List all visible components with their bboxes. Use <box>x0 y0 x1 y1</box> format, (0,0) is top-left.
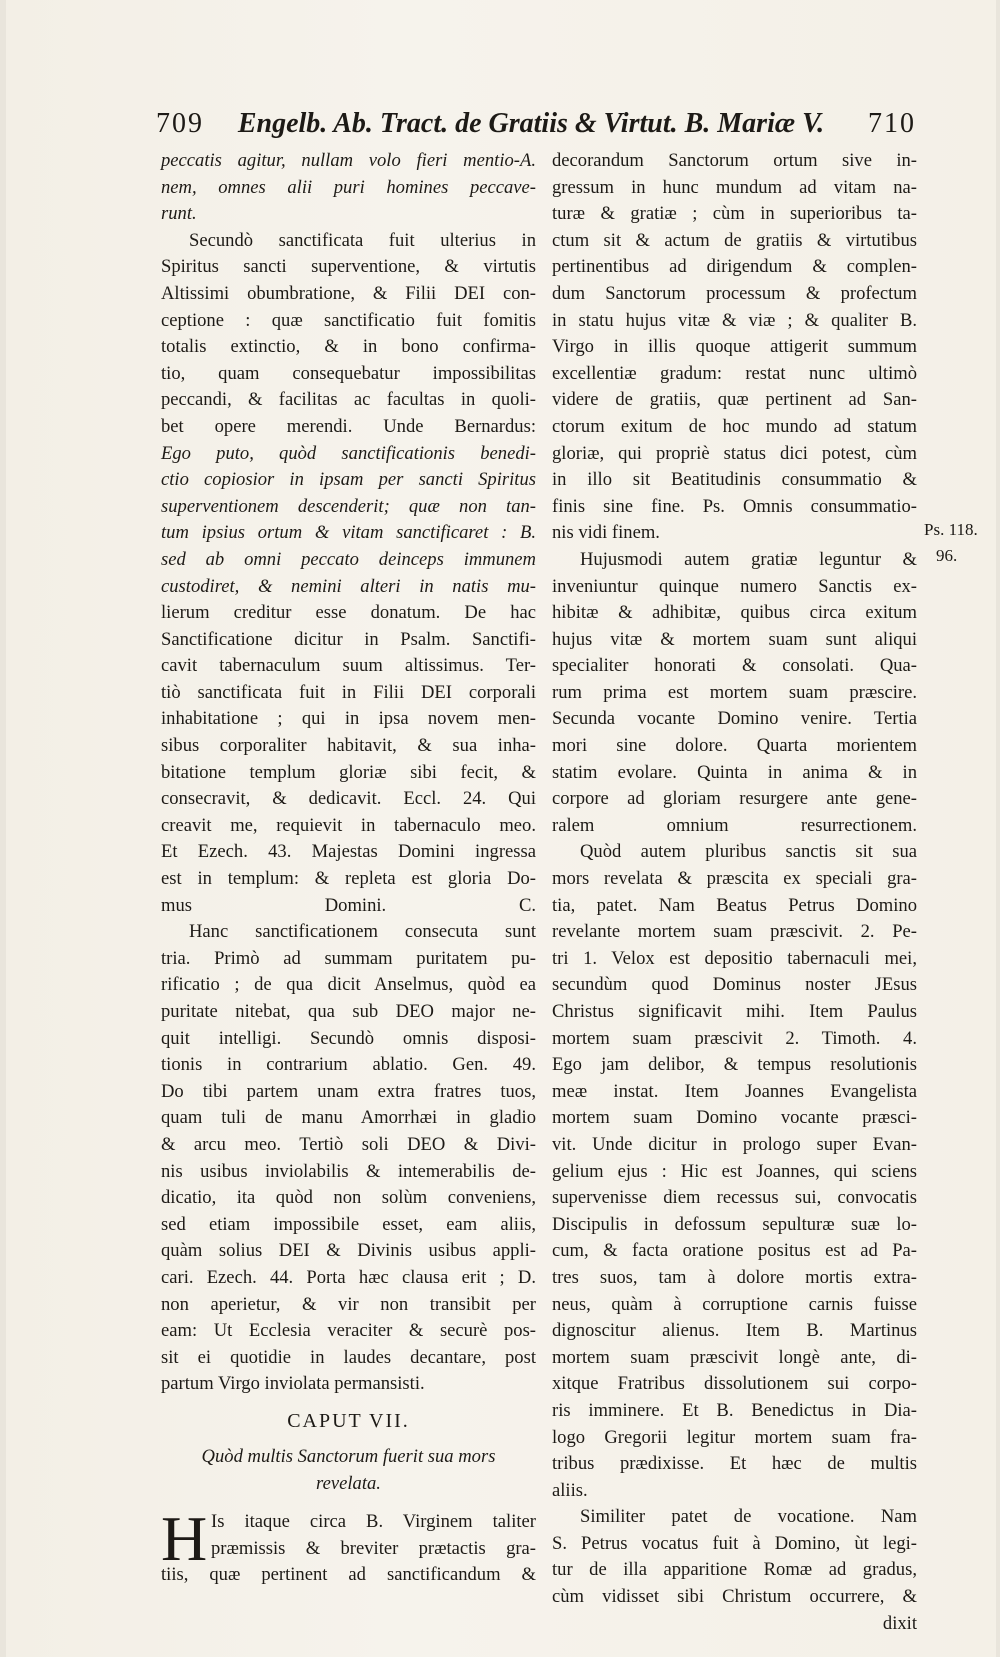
text-line: creavit me, requievit in tabernaculo meo. <box>161 814 536 836</box>
text-line: cum, & facta oratione positus est ad Pa- <box>552 1240 917 1262</box>
chapter-subheading-line-2: revelata. <box>316 1472 381 1494</box>
text-line: rum prima est mortem suam præscire. <box>552 681 917 703</box>
text-line: nis vidi finem. <box>552 522 660 544</box>
text-line: Quòd autem pluribus sanctis sit sua <box>580 841 917 863</box>
text-line: bet opere merendi. Unde Bernardus: <box>161 415 536 437</box>
text-line: ctio copiosior in ipsam per sancti Spiritus <box>161 469 536 491</box>
text-line: cùm vidisset sibi Christum occurrere, & <box>552 1586 917 1608</box>
chapter-subheading-line-1: Quòd multis Sanctorum fuerit sua mors <box>201 1445 496 1467</box>
text-line: tionis in contrarium ablatio. Gen. 49. <box>161 1054 536 1076</box>
text-line: dixit <box>882 1612 917 1634</box>
text-line: secundùm quod Dominus noster JEsus <box>552 974 917 996</box>
text-line: inveniuntur quinque numero Sanctis ex- <box>552 575 917 597</box>
text-line: ceptione : quæ sanctificatio fuit fomitis <box>161 309 536 331</box>
text-line: inhabitatione ; qui in ipsa novem men- <box>161 708 536 730</box>
text-line: aliis. <box>552 1479 588 1501</box>
text-line: dignoscitur alienus. Item B. Martinus <box>552 1320 917 1342</box>
text-line: ctorum exitum de hoc mundo ad statum <box>552 415 917 437</box>
text-line: Virgo in illis quoque attigerit summum <box>552 336 917 358</box>
text-line: decorandum Sanctorum ortum sive in- <box>552 150 917 171</box>
text-line: quàm solius DEI & Divinis usibus appli- <box>161 1240 536 1262</box>
text-line: dum Sanctorum processum & profectum <box>552 282 917 304</box>
text-line: sed etiam impossibile esset, eam aliis, <box>161 1213 536 1235</box>
text-line: revelante mortem suam præscivit. 2. Pe- <box>552 921 917 943</box>
page-number-left: 709 <box>156 108 204 139</box>
text-line: quit intelligi. Secundò omnis disposi- <box>161 1027 536 1049</box>
text-line: mors revelata & præscita ex speciali gra- <box>552 868 917 890</box>
chapter-opening <box>161 1503 536 1589</box>
text-line: in illo sit Beatitudinis consummatio & <box>552 469 917 491</box>
text-line: cari. Ezech. 44. Porta hæc clausa erit ; D. <box>161 1266 536 1288</box>
opening-line: tiis, quæ pertinent ad sanctificandum & <box>161 1564 536 1586</box>
text-line: rificatio ; de qua dicit Anselmus, quòd ea <box>161 974 536 996</box>
text-line: mori sine dolore. Quarta morientem <box>552 735 917 757</box>
text-line: videre de gratiis, quæ pertinent ad San- <box>552 389 917 411</box>
text-line: Christus significavit mihi. Item Paulus <box>552 1001 917 1022</box>
text-line: nem, omnes alii puri homines peccave- <box>161 176 536 198</box>
text-line: gressum in hunc mundum ad vitam na- <box>552 176 917 198</box>
text-line: cavit tabernaculum suum altissimus. Ter- <box>161 655 536 677</box>
text-line: consecravit, & dedicavit. Eccl. 24. Qui <box>161 788 536 810</box>
text-line: tribus prædixisse. Et hæc de multis <box>552 1453 917 1475</box>
text-line: hibitæ & adhibitæ, quibus circa exitum <box>552 602 917 624</box>
text-line: in statu hujus vitæ & viæ ; & qualiter B. <box>552 309 917 331</box>
text-line: superventionem descenderit; quæ non tan- <box>161 495 536 517</box>
text-line: finis sine fine. Ps. Omnis consummatio- <box>552 495 917 517</box>
text-line: ralem omnium resurrectionem. <box>552 814 917 836</box>
opening-line: præmissis & breviter prætactis gra- <box>211 1537 536 1559</box>
page-number-right: 710 <box>868 108 916 139</box>
text-line: mortem suam præscivit 2. Timoth. 4. <box>552 1027 917 1049</box>
text-line: ris imminere. Et B. Benedictus in Dia- <box>552 1399 917 1421</box>
text-line: Secundò sanctificata fuit ulterius in <box>189 229 536 251</box>
text-line: partum Virgo inviolata permansisti. <box>161 1373 425 1395</box>
text-line: tia, patet. Nam Beatus Petrus Domino <box>552 894 917 916</box>
text-line: mortem suam præscivit longè ante, di- <box>552 1346 917 1368</box>
text-line: meæ instat. Item Joannes Evangelista <box>552 1080 917 1102</box>
text-line: nis usibus inviolabilis & intemerabilis de- <box>161 1160 536 1182</box>
text-line: logo Gregorii legitur mortem suam fra- <box>552 1426 917 1448</box>
text-line: S. Petrus vocatus fuit à Domino, ùt legi- <box>552 1532 917 1554</box>
text-line: ctum sit & actum de gratiis & virtutibus <box>552 229 917 251</box>
text-line: tur de illa apparitione Romæ ad gradus, <box>552 1559 917 1581</box>
text-line: Secunda vocante Domino venire. Tertia <box>552 708 917 730</box>
text-line: gloriæ, qui propriè status dici potest, cùm <box>552 442 917 464</box>
text-line: neus, quàm à corruptione carnis fuisse <box>552 1293 917 1315</box>
text-line: peccandi, & facilitas ac facultas in quoli- <box>161 389 536 411</box>
text-line: puritate nitebat, qua sub DEO major ne- <box>161 1001 536 1022</box>
text-line: tiò sanctificata fuit in Filii DEI corporali <box>161 681 536 703</box>
text-line: excellentiæ gradum: restat nunc ultimò <box>552 362 917 384</box>
text-line: vit. Unde dicitur in prologo super Evan- <box>552 1133 917 1155</box>
text-line: Sanctificatione dicitur in Psalm. Sanctifi- <box>161 628 536 650</box>
text-line: pertinentibus ad dirigendum & complen- <box>552 256 917 278</box>
text-line: non aperietur, & vir non transibit per <box>161 1293 536 1315</box>
text-line: tres suos, tam à dolore mortis extra- <box>552 1266 917 1288</box>
text-line: Similiter patet de vocatione. Nam <box>580 1506 917 1528</box>
text-line: Hanc sanctificationem consecuta sunt <box>189 921 536 943</box>
text-line: eam: Ut Ecclesia veraciter & securè pos- <box>161 1320 536 1342</box>
text-line: Hujusmodi autem gratiæ leguntur & <box>580 548 917 570</box>
left-column <box>161 148 536 1589</box>
chapter-heading: CAPUT VII. <box>287 1409 410 1432</box>
margin-note-number: 96. <box>936 546 958 565</box>
drop-cap-letter: H <box>161 1503 208 1575</box>
text-line: est in templum: & repleta est gloria Do- <box>161 868 536 890</box>
text-line: runt. <box>161 203 197 225</box>
text-line: Ego puto, quòd sanctificationis benedi- <box>161 442 536 464</box>
text-line: turæ & gratiæ ; cùm in superioribus ta- <box>552 203 917 225</box>
text-line: hujus vitæ & mortem suam sunt aliqui <box>552 628 917 650</box>
text-line: bitatione templum gloriæ sibi fecit, & <box>161 761 536 783</box>
right-column <box>552 148 917 1637</box>
running-title: Engelb. Ab. Tract. de Gratiis & Virtut. B. Mariæ V. <box>237 108 825 139</box>
text-line: quam tuli de manu Amorrhæi in gladio <box>161 1107 536 1129</box>
text-line: tri 1. Velox est depositio tabernaculi mei, <box>552 947 917 969</box>
text-line: dicatio, ita quòd non solùm conveniens, <box>161 1187 536 1209</box>
text-line: sit ei quotidie in laudes decantare, post <box>161 1346 536 1368</box>
text-line: mus Domini. C. <box>161 894 536 916</box>
text-line: Et Ezech. 43. Majestas Domini ingressa <box>161 841 536 863</box>
text-line: Altissimi obumbratione, & Filii DEI con- <box>161 282 536 304</box>
text-line: sed ab omni peccato deinceps immunem <box>161 548 536 570</box>
text-line: sibus corporaliter habitavit, & sua inha- <box>161 735 536 757</box>
running-header <box>156 108 916 148</box>
text-line: Spiritus sancti superventione, & virtutis <box>161 256 536 278</box>
text-line: Ego jam delibor, & tempus resolutionis <box>552 1054 917 1076</box>
margin-note-psalm: Ps. 118. <box>924 520 978 539</box>
text-line: peccatis agitur, nullam volo fieri mentio-A. <box>161 150 536 171</box>
text-line: custodiret, & nemini alteri in natis mu- <box>161 575 536 597</box>
text-line: & arcu meo. Tertiò soli DEO & Divi- <box>161 1133 536 1155</box>
text-line: mortem suam Domino vocante præsci- <box>552 1107 917 1129</box>
text-line: xitque Fratribus dissolutionem sui corpo- <box>552 1373 917 1395</box>
text-line: tria. Primò ad summam puritatem pu- <box>161 947 536 969</box>
text-line: corpore ad gloriam resurgere ante gene- <box>552 788 917 810</box>
text-line: tum ipsius ortum & vitam sanctificaret : B. <box>161 522 536 544</box>
text-line: supervenisse diem recessus sui, convocatis <box>552 1187 917 1209</box>
text-line: totalis extinctio, & in bono confirma- <box>161 336 536 358</box>
text-line: tio, quam consequebatur impossibilitas <box>161 362 536 384</box>
text-line: lierum creditur esse donatum. De hac <box>161 602 536 624</box>
opening-line: Is itaque circa B. Virginem taliter <box>211 1511 536 1533</box>
book-page <box>6 0 996 1657</box>
text-line: gelium ejus : Hic est Joannes, qui sciens <box>552 1160 917 1182</box>
text-line: Do tibi partem unam extra fratres tuos, <box>161 1080 536 1102</box>
text-line: statim evolare. Quinta in anima & in <box>552 761 917 783</box>
text-line: Discipulis in defossum sepulturæ suæ lo- <box>552 1213 917 1235</box>
text-line: specialiter honorati & consolati. Qua- <box>552 655 917 677</box>
